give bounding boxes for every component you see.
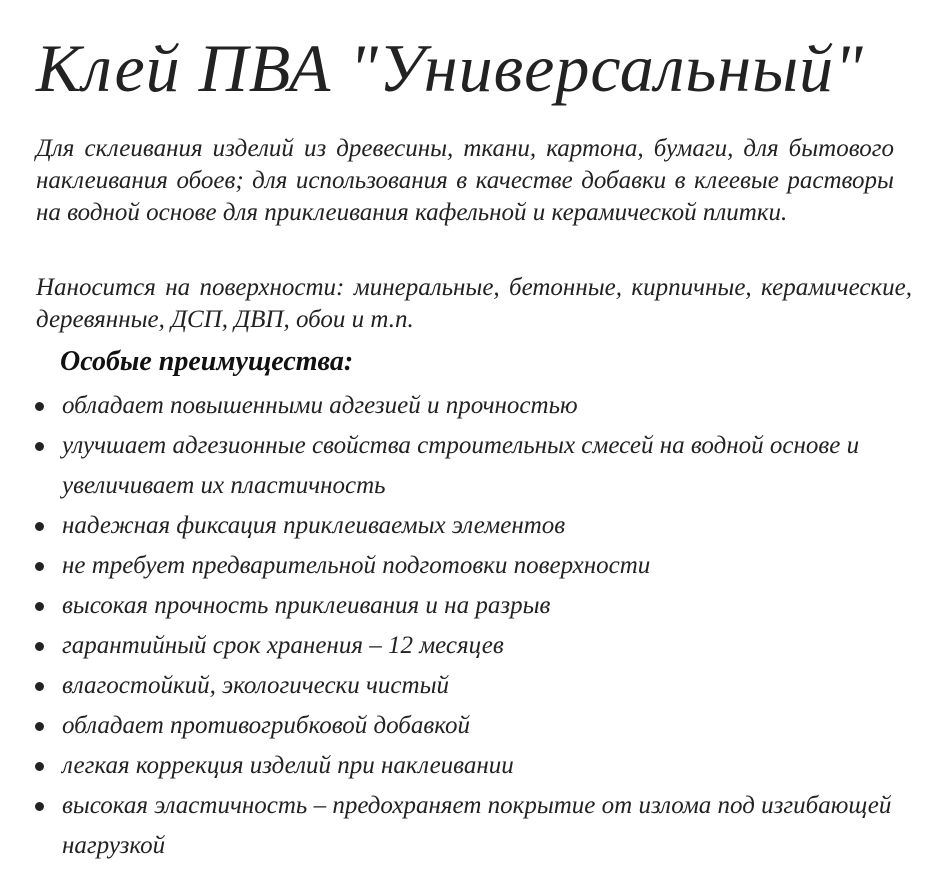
feature-item xyxy=(34,586,914,626)
feature-item xyxy=(34,746,914,786)
feature-text: высокая прочность приклеивания и на разрыв xyxy=(62,592,551,619)
product-title: Клей ПВА "Универсальный" xyxy=(36,30,864,106)
feature-text: обладает повышенными адгезией и прочностью xyxy=(62,392,578,419)
feature-text: легкая коррекция изделий при наклеивании xyxy=(62,752,514,779)
feature-text: не требует предварительной подготовки поверхности xyxy=(62,552,651,579)
feature-item xyxy=(34,546,914,586)
feature-item xyxy=(34,786,914,866)
usage-description: Для склеивания изделий из древесины, ткани, картона, бумаги, для бытового наклеивания обоев; для использования в качестве добавки в клеевые растворы на водной основе для приклеивания кафельной и керамической плитки. xyxy=(36,135,894,226)
bullet-icon xyxy=(35,602,44,611)
feature-item xyxy=(34,706,914,746)
feature-item xyxy=(34,626,914,666)
features-heading: Особые преимущества: xyxy=(60,346,354,377)
bullet-icon xyxy=(35,402,44,411)
bullet-icon xyxy=(35,642,44,651)
feature-item xyxy=(34,506,914,546)
bullet-icon xyxy=(35,762,44,771)
feature-text: обладает противогрибковой добавкой xyxy=(62,712,470,739)
feature-item xyxy=(34,666,914,706)
feature-text: надежная фиксация приклеиваемых элементов xyxy=(62,512,566,539)
feature-item xyxy=(34,386,914,426)
surfaces-description: Наносится на поверхности: минеральные, бетонные, кирпичные, керамические, деревянные, ДСП, ДВП, обои и т.п. xyxy=(36,274,912,333)
feature-text: влагостойкий, экологически чистый xyxy=(62,672,449,699)
bullet-icon xyxy=(35,802,44,811)
bullet-icon xyxy=(35,722,44,731)
bullet-icon xyxy=(35,682,44,691)
feature-text: высокая эластичность – предохраняет покрытие от излома под изгибающей нагрузкой xyxy=(62,792,892,859)
bullet-icon xyxy=(35,562,44,571)
feature-item xyxy=(34,426,914,506)
feature-text: гарантийный срок хранения – 12 месяцев xyxy=(62,632,504,659)
bullet-icon xyxy=(35,442,44,451)
feature-text: улучшает адгезионные свойства строительных смесей на водной основе и увеличивает их пластичность xyxy=(62,432,860,499)
features-list xyxy=(34,386,914,866)
bullet-icon xyxy=(35,522,44,531)
